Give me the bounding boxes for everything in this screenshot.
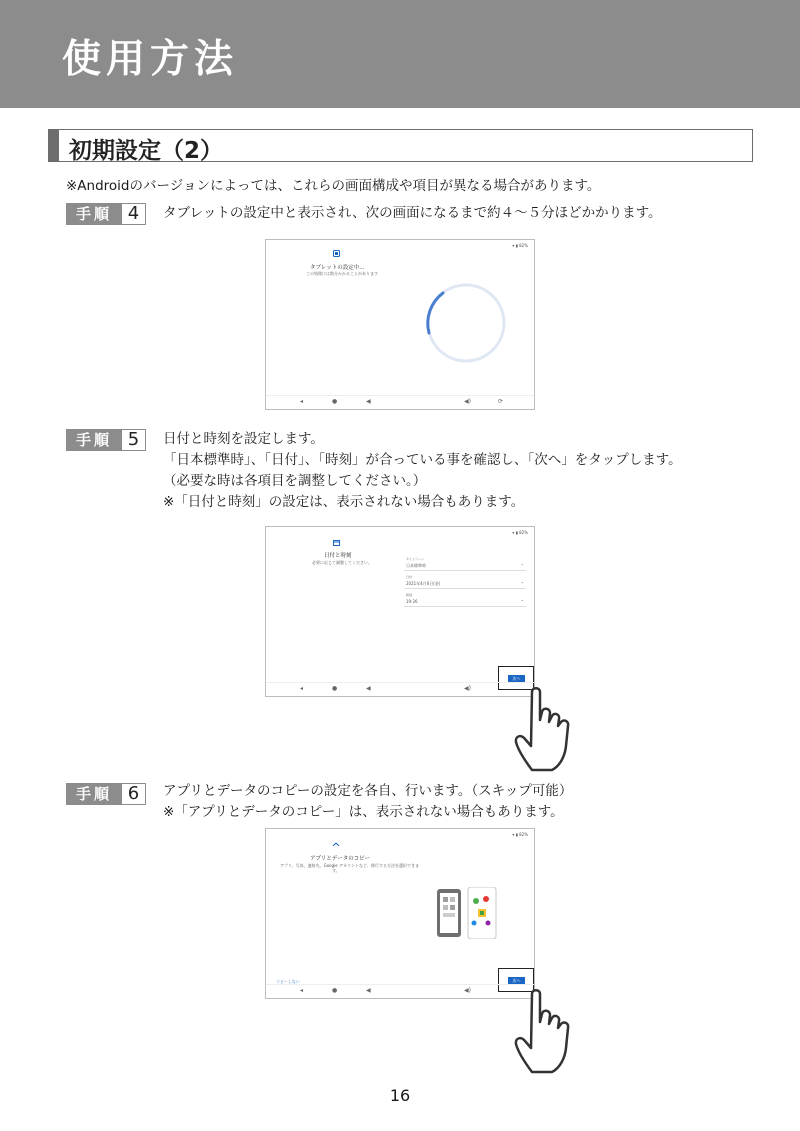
- home-icon[interactable]: ●: [332, 987, 338, 994]
- step-label: 手順: [66, 203, 122, 225]
- step-number: 5: [122, 429, 146, 451]
- chevron-down-icon: ⌄: [520, 561, 524, 566]
- setup-subtitle: この処理には数分かかることがあります: [306, 271, 378, 276]
- home-icon[interactable]: ●: [332, 398, 338, 405]
- back-icon[interactable]: ◂: [300, 685, 304, 692]
- pointing-hand-icon: [512, 686, 574, 772]
- recents-icon[interactable]: ◀: [366, 987, 371, 994]
- header-band: [0, 0, 800, 108]
- section-heading: [48, 129, 753, 162]
- step-badge-4: [66, 203, 146, 225]
- step-label: 手順: [66, 783, 122, 805]
- section-title: 初期設定（2）: [69, 138, 224, 164]
- chevron-down-icon: ⌄: [520, 579, 524, 584]
- nav-bar: [266, 984, 534, 998]
- step-6-line: アプリとデータのコピーの設定を各自、行います。（スキップ可能）: [163, 783, 573, 799]
- rotate-icon[interactable]: ⟳: [498, 398, 504, 405]
- nav-bar: [266, 682, 534, 696]
- field-value: 2021年4月6日(金): [406, 581, 441, 586]
- volume-icon[interactable]: ◀): [464, 987, 471, 994]
- setup-title: タブレットの設定中...: [310, 265, 365, 271]
- step-5-line: （必要な時は各項目を調整してください。）: [163, 473, 427, 489]
- status-bar: ▾ ▮ 82%: [512, 243, 528, 248]
- volume-icon[interactable]: ◀): [464, 398, 471, 405]
- next-button[interactable]: 次へ: [508, 675, 525, 682]
- recents-icon[interactable]: ◀: [366, 398, 371, 405]
- status-bar: ▾ ▮ 82%: [512, 530, 528, 535]
- step-5-text: [163, 429, 682, 513]
- heading-bar: [49, 130, 59, 161]
- pointing-hand-icon: [512, 988, 574, 1074]
- tablet-icon: [333, 250, 340, 257]
- step-number: 6: [122, 783, 146, 805]
- step-badge-6: [66, 783, 146, 805]
- tablet-screen-copy: [265, 828, 535, 999]
- loading-spinner: [421, 278, 511, 368]
- chevron-down-icon: ⌄: [520, 597, 524, 602]
- back-icon[interactable]: ◂: [300, 987, 304, 994]
- copy-arrows-icon: [332, 841, 340, 848]
- recents-icon[interactable]: ◀: [366, 685, 371, 692]
- timezone-field[interactable]: [404, 555, 526, 571]
- skip-copy-link[interactable]: コピーしない: [276, 979, 300, 984]
- step-label: 手順: [66, 429, 122, 451]
- datetime-title: 日付と時刻: [324, 553, 352, 559]
- step-6-line: ※「アプリとデータのコピー」は、表示されない場合もあります。: [163, 804, 564, 820]
- field-label: タイムゾーン: [406, 557, 424, 561]
- page-number: 16: [389, 1086, 411, 1105]
- status-bar: ▾ ▮ 82%: [512, 832, 528, 837]
- copy-title: アプリとデータのコピー: [310, 856, 371, 862]
- calendar-icon: [333, 539, 340, 546]
- step-6-text: [163, 781, 572, 823]
- field-value: 日本標準時: [406, 563, 426, 568]
- copy-subtitle-1: アプリ、写真、連絡先、Google アカウントなど、移行する方法を選択できま: [280, 863, 419, 868]
- copy-subtitle-2: す。: [332, 868, 340, 873]
- tablet-screen-setup: [265, 239, 535, 410]
- devices-illustration: [436, 887, 498, 939]
- time-field[interactable]: [404, 591, 526, 607]
- field-value: 19:26: [406, 599, 418, 604]
- step-4-line: タブレットの設定中と表示され、次の画面になるまで約４～５分ほどかかります。: [163, 205, 662, 221]
- volume-icon[interactable]: ◀): [464, 685, 471, 692]
- step-5-line: 日付と時刻を設定します。: [163, 431, 324, 447]
- step-5-line: ※「日付と時刻」の設定は、表示されない場合もあります。: [163, 494, 525, 510]
- home-icon[interactable]: ●: [332, 685, 338, 692]
- nav-bar: [266, 395, 534, 409]
- step-5-line: 「日本標準時」、「日付」、「時刻」が合っている事を確認し、「次へ」をタップします。: [163, 452, 682, 468]
- date-field[interactable]: [404, 573, 526, 589]
- datetime-subtitle: 必要に応じて調整してください。: [312, 560, 372, 565]
- back-icon[interactable]: ◂: [300, 398, 304, 405]
- step-badge-5: [66, 429, 146, 451]
- step-number: 4: [122, 203, 146, 225]
- version-note: ※Androidのバージョンによっては、これらの画面構成や項目が異なる場合があります。: [66, 178, 601, 194]
- field-label: 時刻: [406, 593, 413, 597]
- field-label: 日付: [406, 575, 413, 579]
- tablet-screen-datetime: [265, 526, 535, 697]
- next-button[interactable]: 次へ: [508, 977, 525, 984]
- step-4-text: [163, 203, 662, 224]
- page-title: 使用方法: [62, 37, 239, 82]
